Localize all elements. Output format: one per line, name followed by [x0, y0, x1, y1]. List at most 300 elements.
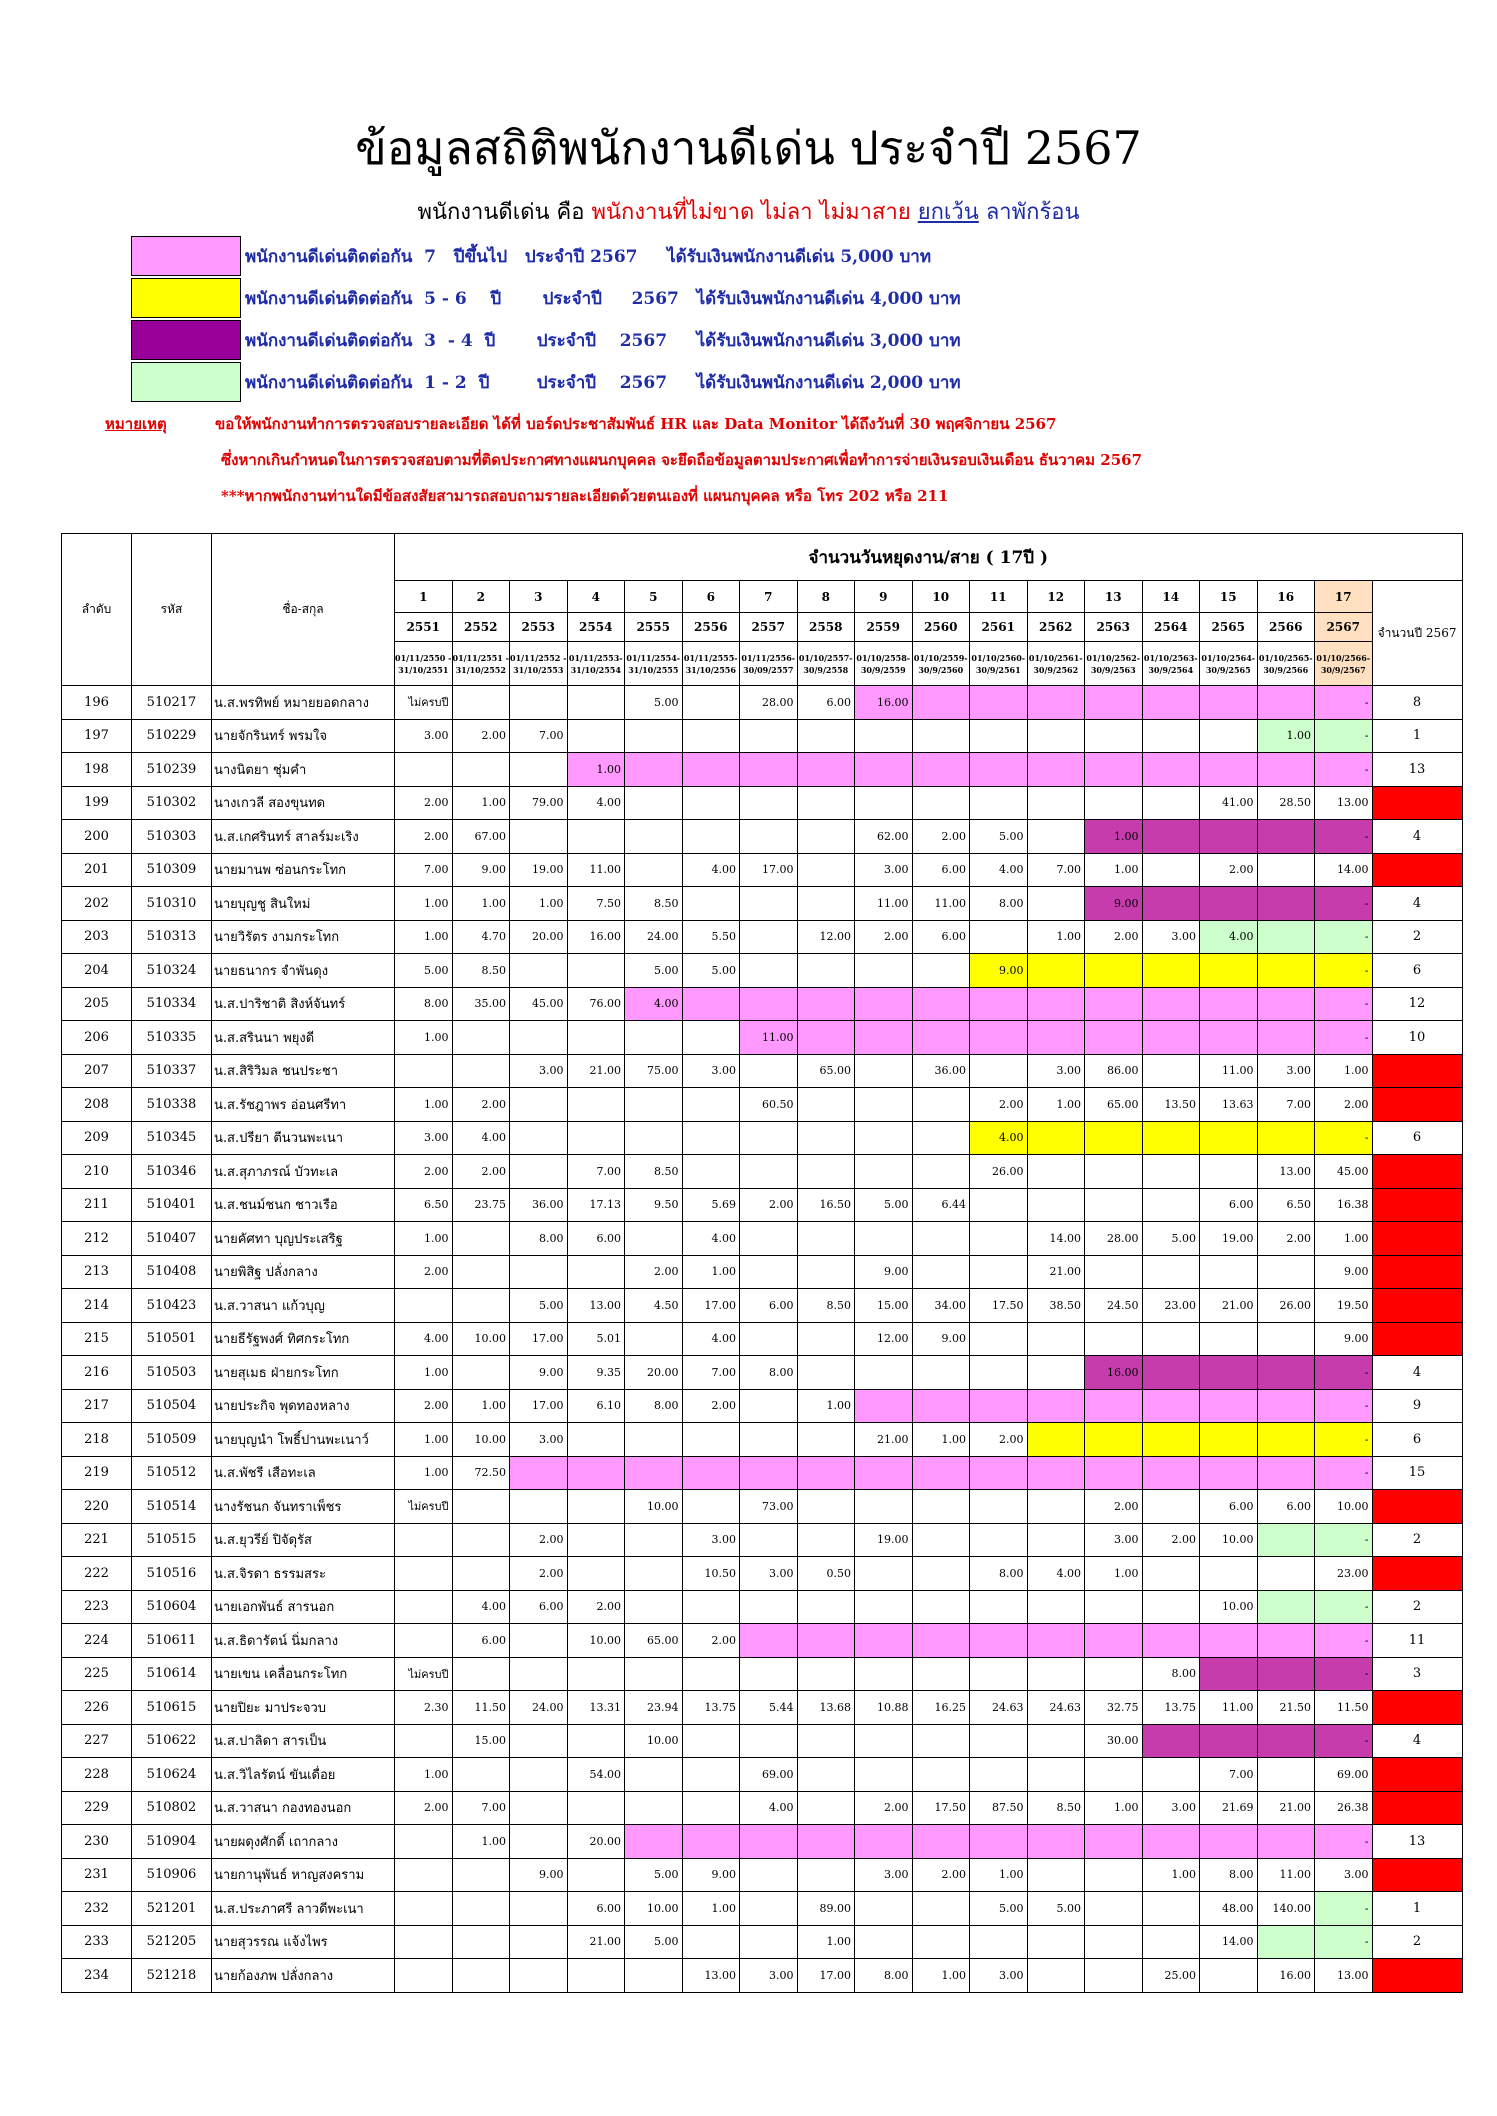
year-range-end: 31/10/2555: [628, 664, 679, 675]
row-number: 203: [62, 920, 132, 954]
year-range: [912, 642, 970, 686]
year-value: 1.00: [682, 1892, 740, 1926]
employee-id: 510514: [132, 1490, 212, 1524]
year-value: [855, 1624, 913, 1658]
year-value: [567, 1121, 625, 1155]
year-value: [682, 1825, 740, 1859]
year-value: 23.75: [452, 1188, 510, 1222]
year-value: [1142, 1054, 1200, 1088]
year-range: [1315, 642, 1373, 686]
year-value: 2.00: [452, 1088, 510, 1122]
employee-id: 510515: [132, 1523, 212, 1557]
year-value: [1085, 1959, 1143, 1993]
year-value: [452, 1557, 510, 1591]
employee-id: 510509: [132, 1423, 212, 1457]
year-value: [1085, 753, 1143, 787]
year-value: [1027, 987, 1085, 1021]
employee-name: นางรัชนก จันทราเพ็ชร: [212, 1490, 395, 1524]
year-value: [797, 1758, 855, 1792]
year-value: [1027, 1356, 1085, 1390]
legend-swatch: [131, 320, 241, 360]
employee-name: นายผดุงศักดิ์ เถากลาง: [212, 1825, 395, 1859]
employee-name: นายคัศทา บุญประเสริฐ: [212, 1222, 395, 1256]
year-value: 1.00: [1315, 1222, 1373, 1256]
year-value: [625, 853, 683, 887]
year-value: [625, 1523, 683, 1557]
year-value: [855, 1456, 913, 1490]
year-value: 5.00: [970, 820, 1028, 854]
table-row: [62, 1255, 1463, 1289]
year-value: [1142, 1322, 1200, 1356]
year-value: [567, 1088, 625, 1122]
year-range: [682, 642, 740, 686]
year-value: [1027, 1490, 1085, 1524]
year-range-start: 01/10/2562-: [1086, 652, 1141, 663]
year-value: 15.00: [452, 1724, 510, 1758]
year-value: [912, 1155, 970, 1189]
year-value: 65.00: [1085, 1088, 1143, 1122]
year-value: [1142, 786, 1200, 820]
employee-id: 510904: [132, 1825, 212, 1859]
year-value: 5.00: [625, 686, 683, 720]
year-value: 1.00: [452, 786, 510, 820]
year-value: [855, 1088, 913, 1122]
year-value: [1257, 1255, 1315, 1289]
year-value: [625, 786, 683, 820]
streak-count: 8: [1372, 686, 1462, 720]
year-value: [740, 1054, 798, 1088]
year-range: [1085, 642, 1143, 686]
streak-count: [1372, 1858, 1462, 1892]
year-label: 2567: [1315, 613, 1373, 642]
streak-count: 6: [1372, 1121, 1462, 1155]
year-value: -: [1315, 1356, 1373, 1390]
employee-id: 521205: [132, 1925, 212, 1959]
employee-id: 510501: [132, 1322, 212, 1356]
year-value: [740, 1892, 798, 1926]
year-number: 11: [970, 581, 1028, 613]
row-number: 215: [62, 1322, 132, 1356]
year-value: 4.00: [567, 786, 625, 820]
year-value: 9.50: [625, 1188, 683, 1222]
year-value: [510, 954, 568, 988]
table-row: [62, 987, 1463, 1021]
year-value: 6.10: [567, 1389, 625, 1423]
row-number: 233: [62, 1925, 132, 1959]
year-value: [855, 1356, 913, 1390]
year-value: [510, 1088, 568, 1122]
year-value: [740, 1456, 798, 1490]
year-value: [1142, 1490, 1200, 1524]
year-value: [1027, 719, 1085, 753]
streak-count: 15: [1372, 1456, 1462, 1490]
row-number: 220: [62, 1490, 132, 1524]
year-value: 9.00: [970, 954, 1028, 988]
table-row: [62, 1624, 1463, 1658]
year-range: [625, 642, 683, 686]
year-value: 1.00: [395, 1356, 453, 1390]
year-value: 3.00: [682, 1523, 740, 1557]
year-value: [970, 1657, 1028, 1691]
year-value: [1142, 1155, 1200, 1189]
streak-count: 9: [1372, 1389, 1462, 1423]
year-value: [1027, 1456, 1085, 1490]
year-range-start: 01/10/2566-: [1316, 652, 1371, 663]
year-value: 11.00: [740, 1021, 798, 1055]
year-value: 13.31: [567, 1691, 625, 1725]
row-number: 211: [62, 1188, 132, 1222]
year-value: [1257, 753, 1315, 787]
year-value: 17.50: [912, 1791, 970, 1825]
year-value: 4.00: [970, 1121, 1028, 1155]
year-number: 5: [625, 581, 683, 613]
year-value: 7.50: [567, 887, 625, 921]
employee-name: น.ส.ยุวรีย์ ปิจัดุรัส: [212, 1523, 395, 1557]
definition-criteria: พนักงานที่ไม่ขาด ไม่ลา ไม่มาสาย: [591, 200, 918, 225]
year-value: 4.00: [1200, 920, 1258, 954]
year-range-start: 01/10/2559-: [913, 652, 968, 663]
employee-name: น.ส.ธิดารัตน์ นิ่มกลาง: [212, 1624, 395, 1658]
year-value: 1.00: [452, 1389, 510, 1423]
year-value: [912, 1523, 970, 1557]
employee-id: 510345: [132, 1121, 212, 1155]
year-value: [625, 1825, 683, 1859]
employee-name: น.ส.พัชรี เสือทะเล: [212, 1456, 395, 1490]
year-value: [797, 1356, 855, 1390]
year-value: [1142, 1456, 1200, 1490]
year-value: [1257, 1389, 1315, 1423]
row-number: 205: [62, 987, 132, 1021]
year-label: 2553: [510, 613, 568, 642]
year-value: 16.00: [1257, 1959, 1315, 1993]
year-value: 9.00: [855, 1255, 913, 1289]
year-value: 13.00: [682, 1959, 740, 1993]
streak-count: [1372, 1490, 1462, 1524]
year-value: -: [1315, 1892, 1373, 1926]
year-value: 2.00: [395, 1389, 453, 1423]
year-value: [682, 887, 740, 921]
year-value: 6.44: [912, 1188, 970, 1222]
year-value: [1027, 1188, 1085, 1222]
year-value: 3.00: [740, 1959, 798, 1993]
year-value: [395, 1925, 453, 1959]
streak-count: 13: [1372, 1825, 1462, 1859]
year-value: 7.00: [1200, 1758, 1258, 1792]
year-value: 28.50: [1257, 786, 1315, 820]
table-row: [62, 887, 1463, 921]
year-value: [1085, 1925, 1143, 1959]
table-row: [62, 1356, 1463, 1390]
year-value: [1142, 1624, 1200, 1658]
table-row: [62, 1456, 1463, 1490]
year-value: [1027, 1590, 1085, 1624]
year-value: 1.00: [797, 1925, 855, 1959]
year-value: 21.00: [1027, 1255, 1085, 1289]
year-value: [1027, 1758, 1085, 1792]
year-value: [912, 686, 970, 720]
year-value: [625, 1222, 683, 1256]
year-range: [567, 642, 625, 686]
year-value: [912, 786, 970, 820]
year-value: 4.70: [452, 920, 510, 954]
streak-count: [1372, 1691, 1462, 1725]
year-value: [912, 1825, 970, 1859]
year-value: [510, 1758, 568, 1792]
year-value: [970, 1054, 1028, 1088]
employee-name: นายปิยะ มาประจวบ: [212, 1691, 395, 1725]
year-value: [912, 987, 970, 1021]
year-value: [510, 1925, 568, 1959]
year-value: 4.00: [452, 1590, 510, 1624]
year-value: [395, 1892, 453, 1926]
year-number: 6: [682, 581, 740, 613]
year-value: -: [1315, 1423, 1373, 1457]
year-value: 13.63: [1200, 1088, 1258, 1122]
year-value: 24.00: [510, 1691, 568, 1725]
year-value: [1257, 686, 1315, 720]
streak-count: 12: [1372, 987, 1462, 1021]
year-range-end: 30/9/2561: [975, 664, 1021, 675]
year-number: 3: [510, 581, 568, 613]
year-value: 54.00: [567, 1758, 625, 1792]
employee-id: 510407: [132, 1222, 212, 1256]
year-value: [510, 1456, 568, 1490]
year-value: [625, 1791, 683, 1825]
year-value: 34.00: [912, 1289, 970, 1323]
streak-count: 3: [1372, 1657, 1462, 1691]
year-value: [1027, 887, 1085, 921]
year-value: [1027, 1624, 1085, 1658]
year-value: -: [1315, 686, 1373, 720]
year-value: 2.00: [452, 719, 510, 753]
year-value: [510, 1155, 568, 1189]
year-range-end: 31/10/2551: [398, 664, 449, 675]
year-range-start: 01/11/2550 -: [395, 652, 452, 663]
year-value: [970, 1490, 1028, 1524]
year-value: 16.00: [1085, 1356, 1143, 1390]
year-value: [970, 1021, 1028, 1055]
legend: [131, 235, 961, 403]
year-value: 7.00: [510, 719, 568, 753]
year-value: [1257, 1925, 1315, 1959]
year-value: 1.00: [682, 1255, 740, 1289]
year-value: 8.50: [625, 1155, 683, 1189]
year-value: 45.00: [1315, 1155, 1373, 1189]
year-value: 2.00: [970, 1423, 1028, 1457]
table-row: [62, 1959, 1463, 1993]
year-value: 1.00: [567, 753, 625, 787]
year-value: [567, 1523, 625, 1557]
year-value: 19.00: [855, 1523, 913, 1557]
year-value: [1142, 1423, 1200, 1457]
year-value: -: [1315, 1121, 1373, 1155]
year-value: [1027, 820, 1085, 854]
table-row: [62, 1590, 1463, 1624]
year-value: 3.00: [1142, 920, 1200, 954]
legend-text: พนักงานดีเด่นติดต่อกัน 5 - 6 ปี ประจำปี 2567 ได้รับเงินพนักงานดีเด่น 4,000 บาท: [245, 288, 961, 309]
year-value: [740, 954, 798, 988]
year-value: 17.13: [567, 1188, 625, 1222]
year-value: 4.00: [452, 1121, 510, 1155]
year-value: [395, 1289, 453, 1323]
year-value: [912, 1088, 970, 1122]
year-value: [797, 820, 855, 854]
year-value: [567, 1456, 625, 1490]
year-value: [740, 887, 798, 921]
definition-line: [0, 194, 1497, 229]
year-value: 17.00: [740, 853, 798, 887]
table-row: [62, 1691, 1463, 1725]
year-value: 2.00: [395, 1791, 453, 1825]
year-value: 5.00: [625, 954, 683, 988]
employee-name: นายเอกพันธ์ สารนอก: [212, 1590, 395, 1624]
year-value: [797, 987, 855, 1021]
year-value: [625, 1021, 683, 1055]
year-value: 9.00: [510, 1356, 568, 1390]
year-value: [1257, 1423, 1315, 1457]
year-value: 1.00: [452, 887, 510, 921]
year-value: 4.00: [1027, 1557, 1085, 1591]
employee-id: 510335: [132, 1021, 212, 1055]
year-value: [1200, 1423, 1258, 1457]
year-value: [1085, 1423, 1143, 1457]
year-value: [567, 954, 625, 988]
definition-lead: พนักงานดีเด่น คือ: [417, 200, 592, 225]
year-value: -: [1315, 987, 1373, 1021]
year-value: 21.00: [1257, 1791, 1315, 1825]
streak-count: [1372, 1959, 1462, 1993]
year-value: [1200, 1255, 1258, 1289]
year-value: [740, 1255, 798, 1289]
year-value: -: [1315, 820, 1373, 854]
year-value: [682, 786, 740, 820]
year-value: [1257, 1557, 1315, 1591]
year-number: 13: [1085, 581, 1143, 613]
row-number: 218: [62, 1423, 132, 1457]
year-value: [625, 719, 683, 753]
employee-name: นายเขน เคลื่อนกระโทก: [212, 1657, 395, 1691]
streak-count: [1372, 1255, 1462, 1289]
year-value: 30.00: [1085, 1724, 1143, 1758]
year-value: 9.00: [682, 1858, 740, 1892]
year-value: 7.00: [1027, 853, 1085, 887]
year-value: [855, 1222, 913, 1256]
streak-count: 13: [1372, 753, 1462, 787]
year-value: [855, 1557, 913, 1591]
year-value: [970, 920, 1028, 954]
year-label: 2559: [855, 613, 913, 642]
year-value: 23.94: [625, 1691, 683, 1725]
year-value: [625, 1959, 683, 1993]
year-label: 2556: [682, 613, 740, 642]
row-number: 196: [62, 686, 132, 720]
table-row: [62, 1121, 1463, 1155]
row-number: 213: [62, 1255, 132, 1289]
year-value: 9.00: [510, 1858, 568, 1892]
employee-id: 510334: [132, 987, 212, 1021]
year-value: [452, 1657, 510, 1691]
year-value: 35.00: [452, 987, 510, 1021]
year-label: 2562: [1027, 613, 1085, 642]
year-value: 62.00: [855, 820, 913, 854]
employee-id: 510624: [132, 1758, 212, 1792]
employee-id: 510309: [132, 853, 212, 887]
year-range: [1027, 642, 1085, 686]
year-value: [510, 1724, 568, 1758]
year-value: 6.00: [567, 1222, 625, 1256]
year-value: [682, 753, 740, 787]
year-value: [1257, 1021, 1315, 1055]
year-value: [912, 1222, 970, 1256]
year-range-end: 30/9/2564: [1148, 664, 1194, 675]
year-value: [567, 719, 625, 753]
year-value: [510, 1624, 568, 1658]
row-number: 208: [62, 1088, 132, 1122]
year-value: 7.00: [567, 1155, 625, 1189]
year-value: 21.50: [1257, 1691, 1315, 1725]
year-label: 2565: [1200, 613, 1258, 642]
year-value: [1085, 1121, 1143, 1155]
year-value: 2.00: [912, 1858, 970, 1892]
year-value: 1.00: [510, 887, 568, 921]
year-value: [1027, 1423, 1085, 1457]
year-value: [855, 1490, 913, 1524]
year-value: 13.00: [1315, 1959, 1373, 1993]
year-value: [1142, 820, 1200, 854]
year-value: [855, 1121, 913, 1155]
year-value: 4.00: [682, 1222, 740, 1256]
year-range-start: 01/11/2551 -: [452, 652, 509, 663]
year-value: [912, 1657, 970, 1691]
year-value: 11.00: [1257, 1858, 1315, 1892]
year-value: [1085, 1858, 1143, 1892]
year-value: [1142, 1724, 1200, 1758]
year-value: [567, 1657, 625, 1691]
year-value: [797, 1222, 855, 1256]
year-range-start: 01/10/2561-: [1028, 652, 1083, 663]
year-value: [452, 1222, 510, 1256]
streak-count: [1372, 786, 1462, 820]
year-value: [510, 1791, 568, 1825]
year-value: [1027, 1155, 1085, 1189]
employee-name: น.ส.ปาริชาติ สิงห์จันทร์: [212, 987, 395, 1021]
year-value: 26.00: [970, 1155, 1028, 1189]
year-value: 1.00: [970, 1858, 1028, 1892]
year-value: 25.00: [1142, 1959, 1200, 1993]
year-value: [1257, 954, 1315, 988]
year-value: -: [1315, 1925, 1373, 1959]
year-value: 3.00: [740, 1557, 798, 1591]
row-number: 231: [62, 1858, 132, 1892]
year-value: 8.00: [970, 887, 1028, 921]
year-value: [1085, 1590, 1143, 1624]
year-value: 21.69: [1200, 1791, 1258, 1825]
year-value: 15.00: [855, 1289, 913, 1323]
year-value: 1.00: [1085, 853, 1143, 887]
year-value: [567, 1423, 625, 1457]
row-number: 217: [62, 1389, 132, 1423]
year-value: [682, 1490, 740, 1524]
year-value: 3.00: [510, 1054, 568, 1088]
year-value: 4.00: [970, 853, 1028, 887]
column-header-count: จำนวนปี 2567: [1372, 581, 1462, 686]
year-value: [682, 1423, 740, 1457]
year-value: [1085, 719, 1143, 753]
year-value: 1.00: [1085, 1791, 1143, 1825]
year-value: [1027, 1121, 1085, 1155]
year-value: -: [1315, 1724, 1373, 1758]
table-row: [62, 954, 1463, 988]
